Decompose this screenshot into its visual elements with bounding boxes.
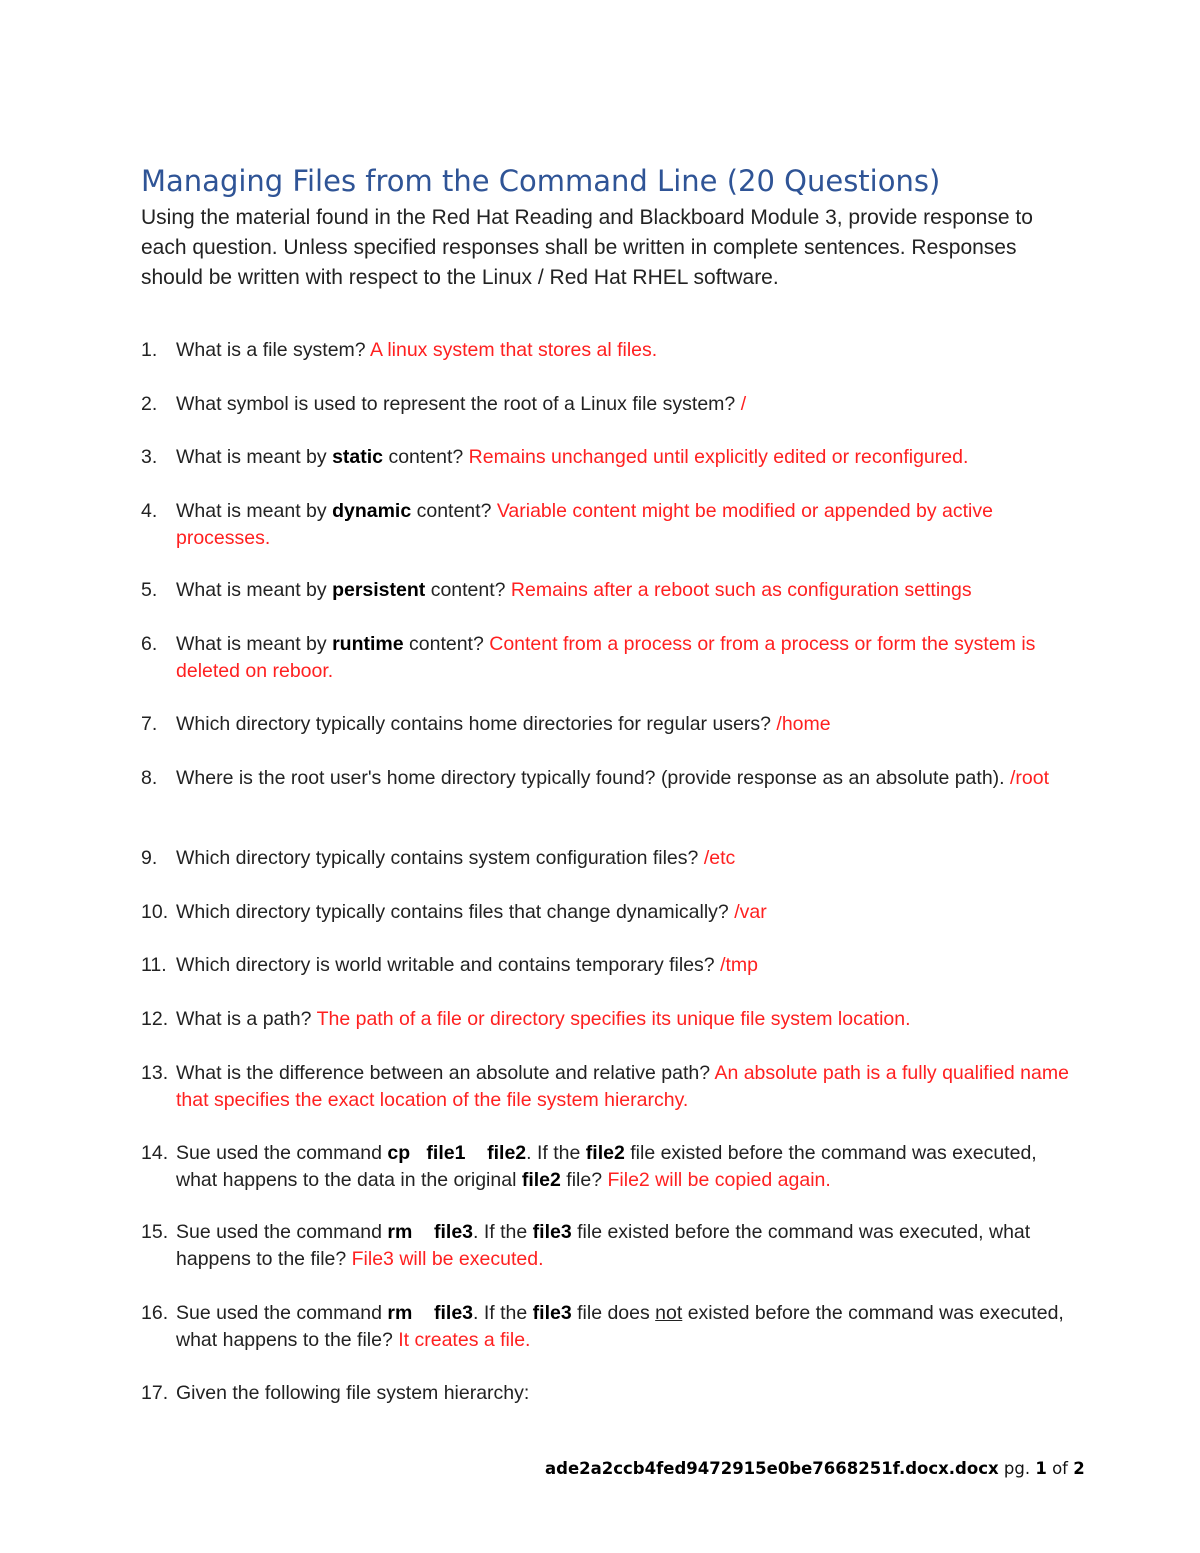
question-17 [141,1380,1081,1407]
answer-text: /root [1010,767,1050,789]
question-number: 8. [141,767,158,789]
footer-pg-label: pg. [1003,1459,1031,1478]
question-term: persistent [332,579,426,601]
question-6 [141,631,1081,685]
question-10 [141,899,1081,926]
question-number: 5. [141,579,158,601]
question-14 [141,1140,1081,1194]
question-text: Which directory is world writable and contains temporary files? [176,954,715,976]
footer-of-label: of [1052,1459,1068,1478]
question-15 [141,1219,1081,1273]
question-text-pre: What is meant by [176,579,327,601]
question-text: What is the difference between an absolute and relative path? [176,1062,711,1084]
question-text: Sue used the command [176,1302,382,1324]
question-7 [141,711,1081,738]
file-name: file2 [521,1169,561,1191]
question-text: file does [577,1302,650,1324]
question-text-pre: What is meant by [176,633,327,655]
question-number: 4. [141,500,158,522]
answer-text: Variable content might be modified or appended by active processes. [176,500,993,549]
question-text-pre: What is meant by [176,446,327,468]
question-number: 17. [141,1382,169,1404]
file-name: file3 [532,1302,572,1324]
answer-text: The path of a file or directory specifies its unique file system location. [316,1008,911,1030]
answer-text: Content from a process or from a process or form the system is deleted on reboor. [176,633,1036,682]
question-text: Which directory typically contains system configuration files? [176,847,699,869]
question-text-post: content? [409,633,484,655]
question-number: 16. [141,1302,169,1324]
question-text: file? [566,1169,603,1191]
command-arg: file3 [434,1302,474,1324]
question-text: Given the following file system hierarchy: [176,1382,530,1404]
question-13 [141,1060,1081,1114]
question-term: static [332,446,384,468]
question-text-post: content? [388,446,464,468]
footer-page-total: 2 [1073,1459,1085,1478]
question-text: file existed before the command was executed, what happens to the data in the original [176,1142,1037,1191]
question-number: 14. [141,1142,169,1164]
command-name: rm [387,1221,413,1243]
question-2 [141,391,1081,418]
question-text: . If the [526,1142,581,1164]
question-number: 7. [141,713,158,735]
question-number: 6. [141,633,158,655]
footer-filename: ade2a2ccb4fed9472915e0be7668251f.docx.docx [545,1459,999,1478]
question-text: file existed before the command was executed, what happens to the file? [176,1221,1031,1270]
question-number: 11. [141,954,167,976]
command-arg: file3 [434,1221,474,1243]
question-text: Which directory typically contains home directories for regular users? [176,713,771,735]
question-text: existed before the command was executed, what happens to the file? [176,1302,1064,1351]
question-text-post: content? [430,579,506,601]
question-text: . If the [473,1302,528,1324]
command-name: cp [387,1142,411,1164]
answer-text: /etc [703,847,736,869]
question-1 [141,337,1081,364]
answer-text: /tmp [720,954,758,976]
answer-text: A linux system that stores al files. [369,339,658,361]
question-number: 3. [141,446,158,468]
question-number: 9. [141,847,158,869]
question-text-post: content? [416,500,492,522]
question-number: 1. [141,339,158,361]
page-footer [545,1459,1085,1478]
question-text: Which directory typically contains files that change dynamically? [176,901,729,923]
question-number: 15. [141,1221,169,1243]
answer-text: /var [734,901,767,923]
question-number: 12. [141,1008,169,1030]
question-3 [141,444,1081,471]
question-number: 13. [141,1062,169,1084]
page-title: Managing Files from the Command Line (20 Questions) [141,164,941,198]
command-arg: file2 [487,1142,527,1164]
question-term: runtime [332,633,404,655]
answer-text: File2 will be copied again. [607,1169,831,1191]
question-text: Sue used the command [176,1221,382,1243]
question-text: Where is the root user's home directory typically found? (provide response as an absolute path). [176,767,1005,789]
answer-text: File3 will be executed. [351,1248,544,1270]
file-name: file3 [532,1221,572,1243]
question-5 [141,577,1101,604]
question-text: What is a path? [176,1008,312,1030]
answer-text: Remains unchanged until explicitly edited or reconfigured. [468,446,969,468]
footer-page-number: 1 [1035,1459,1047,1478]
question-11 [141,952,1081,979]
question-text: . If the [473,1221,528,1243]
question-12 [141,1006,1081,1033]
negation-word: not [655,1302,683,1324]
command-name: rm [387,1302,413,1324]
file-name: file2 [585,1142,625,1164]
question-text-pre: What is meant by [176,500,327,522]
question-16 [141,1300,1081,1354]
question-text: Sue used the command [176,1142,382,1164]
intro-paragraph: Using the material found in the Red Hat Reading and Blackboard Module 3, provide response to each question. Unless specified responses shall be written in complete sentences. Responses should be written with respect to the Linux / Red Hat RHEL software. [141,206,1033,289]
answer-text: An absolute path is a fully qualified name that specifies the exact location of the file system hierarchy. [176,1062,1069,1111]
answer-text: /home [776,713,831,735]
question-number: 10. [141,901,169,923]
answer-text: Remains after a reboot such as configuration settings [510,579,972,601]
question-term: dynamic [332,500,412,522]
question-8 [141,765,1081,792]
question-4 [141,498,1081,552]
command-arg: file1 [426,1142,466,1164]
question-text: What symbol is used to represent the root of a Linux file system? [176,393,736,415]
answer-text: It creates a file. [398,1329,531,1351]
question-9 [141,845,1081,872]
question-number: 2. [141,393,158,415]
answer-text: / [740,393,747,415]
question-text: What is a file system? [176,339,366,361]
